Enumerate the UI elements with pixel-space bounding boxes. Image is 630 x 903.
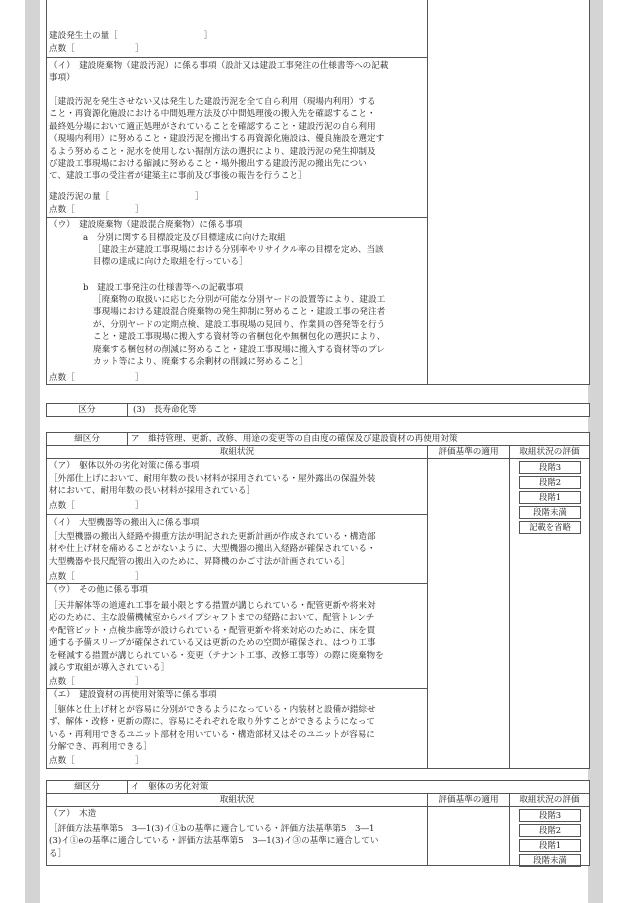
item-u-b-title: b 建設工事発注の仕様書等への記載事項 — [83, 283, 244, 293]
body-line: 分解でき、再利用できる］ — [49, 742, 152, 753]
body-line: ［躯体と仕上げ材とが容易に分別ができるようになっている・内装材と設備が錯綜せ — [49, 705, 376, 715]
body-line: て、建設工事の受注者が建築主に事前及び事後の報告を行うこと］ — [49, 171, 307, 182]
b-badge-level-2: 段階2 — [519, 824, 581, 837]
section-b-col-status: 取組状況 — [219, 795, 255, 805]
sludge-amount: 建設汚泥の量［ ］ — [49, 192, 204, 202]
body-line: 廃棄する梱包材の削減に努めること・建設工事現場に搬入する資材等のプレ — [93, 344, 385, 355]
section-a-col-eval: 取組状況の評価 — [519, 447, 580, 457]
waste-continuation-block — [46, 0, 590, 385]
body-line: ず、解体・改修・更新の際に、容易にそれぞれを取り外すことができるようになって — [49, 717, 375, 728]
page-right-margin — [588, 0, 603, 903]
body-line: ［評価方法基準第5 3―1(3)イ①bの基準に適合している・評価方法基準第5 3―1 — [49, 824, 375, 834]
b-badge-level-1: 段階1 — [519, 839, 581, 852]
division-label: 区分 — [78, 405, 96, 415]
body-line: ［天井解体等の道連れ工事を最小限とする措置が講じられている・配管更新や将来対 — [49, 601, 376, 611]
badge-omitted: 記載を省略 — [519, 521, 581, 534]
a-item-3-title: （ウ） その他に係る事項 — [49, 585, 148, 595]
body-line: 目標の達成に向けた取組を行っている］ — [93, 257, 248, 268]
body-line: こと・再資源化施設における中間処理方法及び中間処理後の搬入先を確認すること・ — [49, 109, 376, 120]
badge-level-1: 段階1 — [519, 491, 581, 504]
b-badge-below-level: 段階未満 — [519, 854, 581, 867]
a-item-1-count: 点数［ ］ — [49, 501, 144, 511]
section-a-table — [46, 432, 590, 769]
a-item-1-title: （ア） 躯体以外の劣化対策に係る事項 — [49, 461, 200, 471]
division-row — [46, 403, 590, 417]
section-a-sub-value: ア 維持管理、更新、改修、用途の変更等の自由度の確保及び建設資材の再使用対策 — [131, 434, 458, 444]
soil-amount: 建設発生土の量［ ］ — [49, 31, 213, 41]
body-line: るよう努めること・泥水を使用しない掘削方法の選択により、建設汚泥の発生抑制及 — [49, 146, 376, 157]
a-item-3-body — [49, 600, 384, 674]
body-line: (3)イ①eの基準に適合している・評価方法基準第5 3―1(3)イ③の基準に適合してい — [49, 836, 379, 847]
body-line: ［建設主が建設工事現場における分別率やリサイクル率の目標を定め、当該 — [93, 245, 384, 255]
document-page — [40, 0, 588, 903]
item-i-body — [49, 96, 384, 183]
item-u-b-body — [93, 294, 385, 368]
page-left-margin — [25, 0, 40, 903]
body-line: や配管ピット・点検歩廊等が設けられている・配管更新や将来対応のために、床を貫 — [49, 625, 376, 636]
badge-level-3: 段階3 — [519, 461, 581, 474]
count-2: 点数［ ］ — [49, 205, 144, 215]
a-item-4-count: 点数［ ］ — [49, 756, 144, 766]
body-line: が、分別ヤードの定期点検、建設工事現場の見回り、作業員の啓発等を行う — [93, 319, 386, 330]
division-value: (3) 長寿命化等 — [133, 405, 197, 415]
body-line: 応のために、主な設備機械室からパイプシャフトまでの経路において、配管トレンチ — [49, 613, 375, 624]
body-line: カット等により、廃棄する余剰材の削減に努めること］ — [93, 357, 308, 368]
section-b-col-std: 評価基準の適用 — [438, 795, 499, 805]
section-a-sub-label: 細区分 — [74, 434, 100, 444]
b-item-body — [49, 823, 378, 860]
body-line: び建設工事現場における縮減に努めること・場外搬出する建設汚泥の搬出先につい — [49, 159, 367, 170]
body-line: る］ — [49, 848, 67, 859]
body-line: ［廃棄物の取扱いに応じた分別が可能な分別ヤードの設置等により、建設工 — [93, 295, 386, 305]
section-b-sub-value: イ 躯体の劣化対策 — [131, 782, 209, 792]
section-b-sub-label: 細区分 — [74, 782, 100, 792]
a-item-4-title: （エ） 建設資材の再使用対策等に係る事項 — [49, 690, 217, 700]
section-a-col-status: 取組状況 — [219, 447, 255, 457]
body-line: ［建設汚泥を発生させない又は発生した建設汚泥を全て自ら利用（現場内利用）する — [49, 97, 376, 107]
b-item-title: （ア） 木造 — [49, 809, 97, 819]
body-line: を軽減する措置が講じられている・変更（テナント工事、改修工事等）の際に廃棄物を — [49, 650, 384, 661]
count-1: 点数［ ］ — [49, 44, 144, 54]
section-b-table — [46, 780, 590, 866]
body-line: 材や仕上げ材を痛めることがないように、大型機器の搬出入経路が確保されている・ — [49, 544, 376, 555]
body-line: ［外部仕上げにおいて、耐用年数の長い材料が採用されている・屋外露出の保温外装 — [49, 474, 376, 484]
body-line: 最終処分場において適正処理がされていることを確認すること・建設汚泥の自ら利用 — [49, 121, 376, 132]
item-i-title-2: 事項） — [49, 73, 75, 83]
body-line: 大型機器や長尺配管の搬出入のために、昇降機のかご寸法が計画されている］ — [49, 556, 350, 567]
body-line: こと・建設工事現場に搬入する資材等の省梱包化や無梱包化の選択により、 — [93, 332, 386, 343]
a-item-1-body — [49, 473, 375, 498]
item-i-title-1: （イ） 建設廃棄物（建設汚泥）に係る事項（設計又は建設工事発注の仕様書等への記載 — [49, 61, 389, 71]
section-a-col-std: 評価基準の適用 — [438, 447, 499, 457]
body-line: 通する予備スリーブが確保されている又は更新のための空間が確保され、はつり工事 — [49, 638, 376, 649]
a-item-2-title: （イ） 大型機器等の搬出入に係る事項 — [49, 518, 200, 528]
b-badge-level-3: 段階3 — [519, 809, 581, 822]
a-item-2-body — [49, 531, 376, 568]
body-line: 減らす取組が導入されている］ — [49, 663, 170, 674]
body-line: いる・再利用できるユニット部材を用いている・構造部材又はそのユニットが容易に — [49, 729, 375, 740]
a-item-3-count: 点数［ ］ — [49, 677, 144, 687]
item-u-a-title: a 分別に関する目標設定及び目標達成に向けた取組 — [83, 233, 286, 243]
body-line: 材において、耐用年数の長い材料が採用されている］ — [49, 486, 256, 497]
item-u-title: （ウ） 建設廃棄物（建設混合廃棄物）に係る事項 — [49, 220, 243, 230]
a-item-4-body — [49, 704, 376, 754]
badge-below-level: 段階未満 — [519, 506, 581, 519]
badge-level-2: 段階2 — [519, 476, 581, 489]
a-item-2-count: 点数［ ］ — [49, 572, 144, 582]
body-line: ［大型機器の搬出入経路や揚重方法が明記された更新計画が作成されている・構造部 — [49, 532, 376, 542]
body-line: （現場内利用）に努めること・建設汚泥を搬出する再資源化施設は、優良施設を選定す — [49, 134, 385, 145]
section-b-col-eval: 取組状況の評価 — [519, 795, 580, 805]
body-line: 事現場における建設混合廃棄物の発生抑制に努めること・建設工事の発注者 — [93, 307, 386, 318]
count-3: 点数［ ］ — [49, 373, 144, 383]
item-u-a-body — [93, 244, 384, 269]
